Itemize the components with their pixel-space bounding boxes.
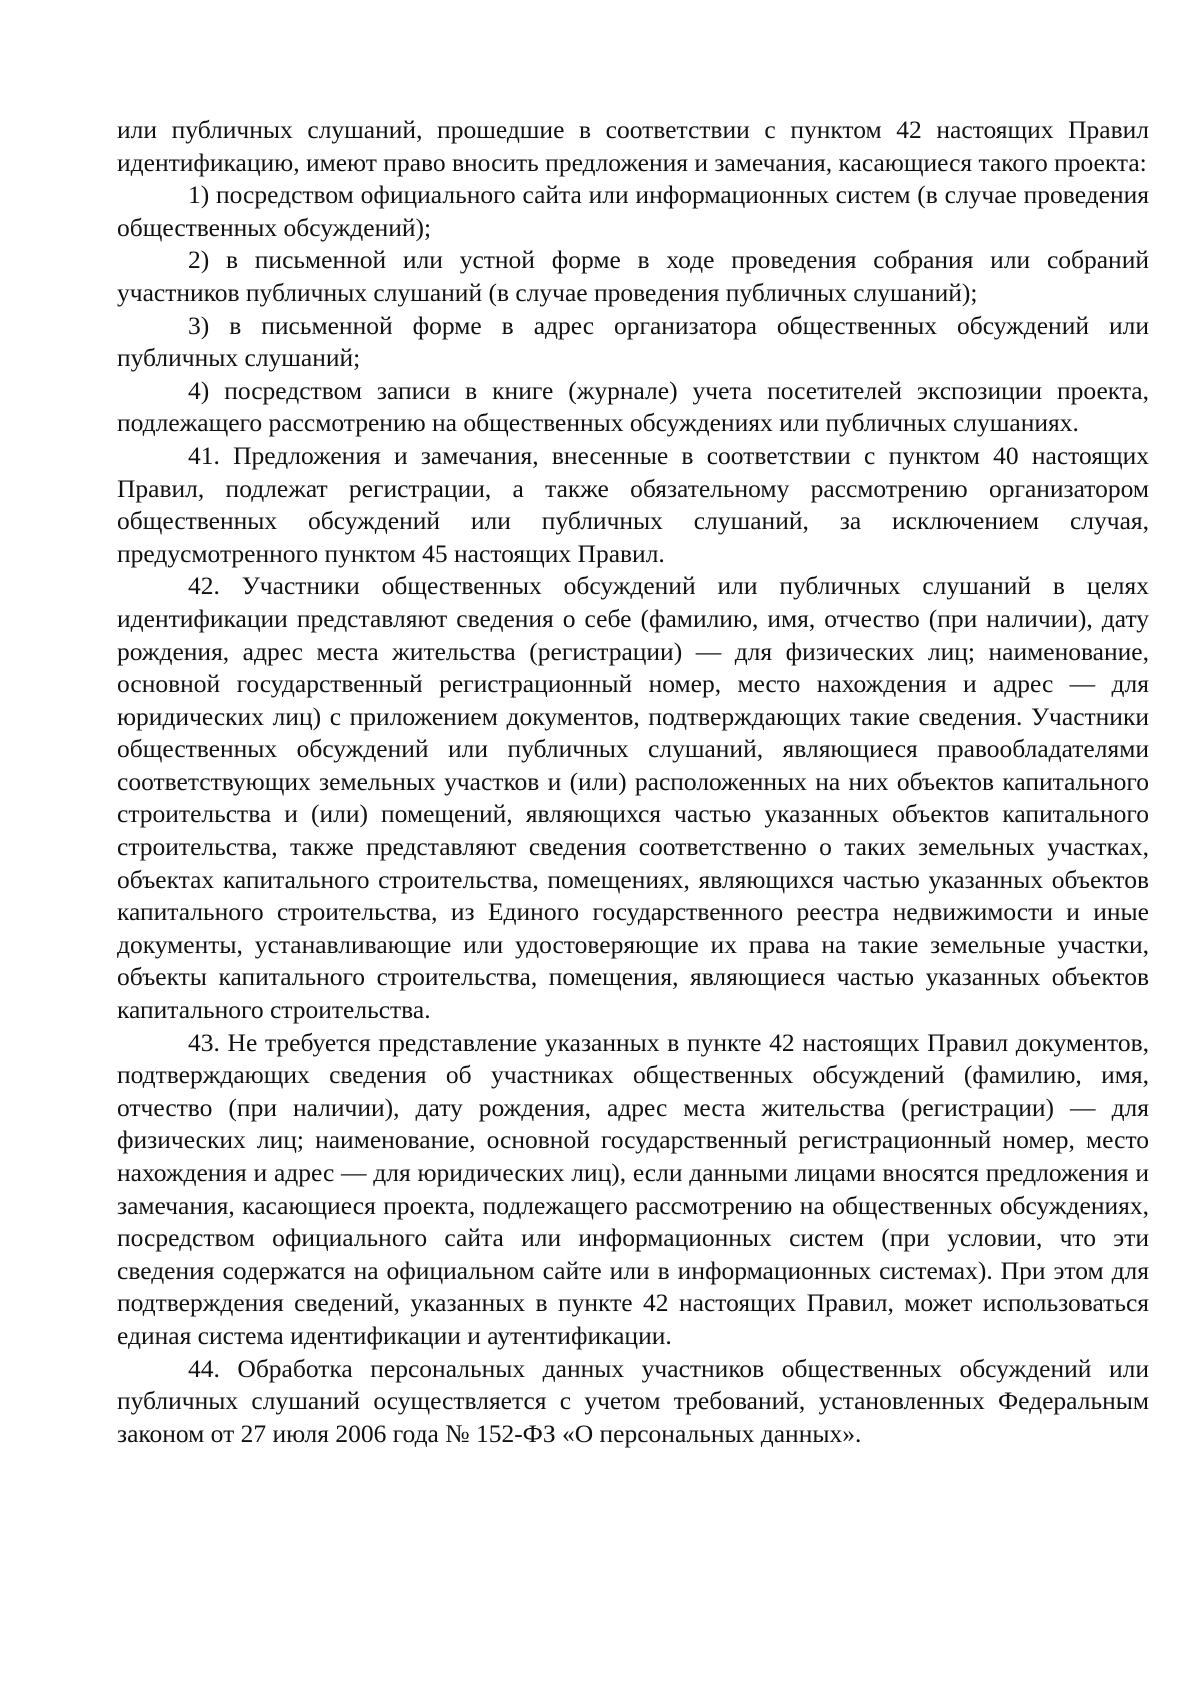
clause-42: 42. Участники общественных обсуждений или публичных слушаний в целях идентификации представляют сведения о себе (фамилию, имя, отчество (при наличии), дату рождения, адрес места жительства (регистрации) — для физических лиц; наименование, основной государственный регистрационный номер, место нахождения и адрес — для юридических лиц) с приложением документов, подтверждающих такие сведения. Участники общественных обсуждений или публичных слушаний, являющиеся правообладателями соответствующих земельных участков и (или) расположенных на них объектов капитального строительства и (или) помещений, являющихся частью указанных объектов капитального строительства, также представляют сведения соответственно о таких земельных участках, объектах капитального строительства, помещениях, являющихся частью указанных объектов капитального строительства, из Единого государственного реестра недвижимости и иные документы, устанавливающие или удостоверяющие их права на такие земельные участки, объекты капитального строительства, помещения, являющиеся частью указанных объектов капитального строительства.	[117, 571, 1149, 1025]
list-item-2: 2) в письменной или устной форме в ходе проведения собрания или собраний участников публичных слушаний (в случае проведения публичных слушаний);	[117, 245, 1149, 307]
document-body	[117, 114, 1149, 1450]
paragraph-continuation: или публичных слушаний, прошедшие в соответствии с пунктом 42 настоящих Правил идентификацию, имеют право вносить предложения и замечания, касающиеся такого проекта:	[117, 115, 1149, 177]
clause-41: 41. Предложения и замечания, внесенные в соответствии с пунктом 40 настоящих Правил, подлежат регистрации, а также обязательному рассмотрению организатором общественных обсуждений или публичных слушаний, за исключением случая, предусмотренного пунктом 45 настоящих Правил.	[117, 440, 1149, 568]
clause-44: 44. Обработка персональных данных участников общественных обсуждений или публичных слушаний осуществляется с учетом требований, установленных Федеральным законом от 27 июля 2006 года № 152-ФЗ «О персональных данных».	[117, 1353, 1149, 1448]
list-item-4: 4) посредством записи в книге (журнале) учета посетителей экспозиции проекта, подлежащего рассмотрению на общественных обсуждениях или публичных слушаниях.	[117, 375, 1149, 438]
clause-43: 43. Не требуется представление указанных в пункте 42 настоящих Правил документов, подтверждающих сведения об участниках общественных обсуждений (фамилию, имя, отчество (при наличии), дату рождения, адрес места жительства (регистрации) — для физических лиц; наименование, основной государственный регистрационный номер, место нахождения и адрес — для юридических лиц), если данными лицами вносятся предложения и замечания, касающиеся проекта, подлежащего рассмотрению на общественных обсуждениях, посредством официального сайта или информационных систем (при условии, что эти сведения содержатся на официальном сайте или в информационных системах). При этом для подтверждения сведений, указанных в пункте 42 настоящих Правил, может использоваться единая система идентификации и аутентификации.	[117, 1027, 1149, 1350]
list-item-3: 3) в письменной форме в адрес организатора общественных обсуждений или публичных слушаний;	[117, 310, 1149, 373]
list-item-1: 1) посредством официального сайта или информационных систем (в случае проведения общественных обсуждений);	[117, 180, 1149, 242]
